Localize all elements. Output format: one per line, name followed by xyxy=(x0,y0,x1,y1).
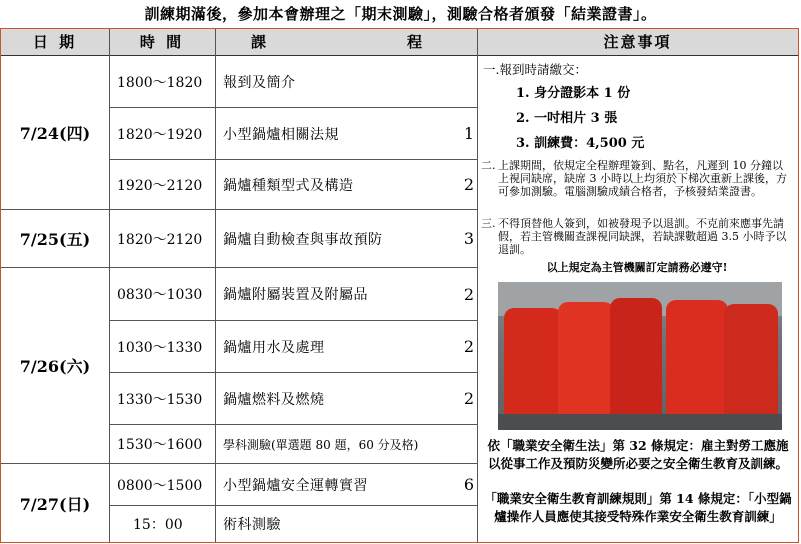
notes-item-1-list: 1. 身分證影本 1 份 xyxy=(516,86,631,101)
time-cell: 0830～1030 xyxy=(117,287,203,303)
notes-item-3-text: 不得頂替他人簽到，如被發現予以退訓。不克前來應事先請假，若主管機關查課視同缺課，若缺課數超過 3.5 小時予以退訓。 xyxy=(498,217,787,256)
hours-cell: 2 xyxy=(463,175,474,194)
notes-item-3-lead: 三. xyxy=(481,217,496,230)
boiler-tank-shape xyxy=(558,302,614,420)
hours-cell: 2 xyxy=(463,389,474,408)
course-cell-exam: 學科測驗(單選題 80 題，60 分及格) xyxy=(223,437,419,452)
page-heading: 訓練期滿後，參加本會辦理之「期末測驗」，測驗合格者頒發「結業證書」。 xyxy=(144,5,657,23)
hours-cell: 6 xyxy=(463,475,474,494)
course-cell: 報到及簡介 xyxy=(223,74,296,91)
time-cell: 1330～1530 xyxy=(117,391,203,408)
boiler-tank-shape xyxy=(504,308,562,418)
boiler-tank-shape xyxy=(666,300,728,424)
time-cell: 1530～1600 xyxy=(117,437,203,453)
header-course xyxy=(215,29,477,55)
legal-note-1: 依「職業安全衛生法」第 32 條規定：雇主對勞工應施以從事工作及預防災變所必要之安全衛生教育及訓練。 xyxy=(487,438,789,471)
date-cell: 7/25(五) xyxy=(19,230,91,249)
legal-note-2: 「職業安全衛生教育訓練規則」第 14 條規定：「小型鍋爐操作人員應使其接受特殊作業安全衛生教育訓練」 xyxy=(484,491,792,524)
course-cell: 鍋爐用水及處理 xyxy=(223,339,325,356)
notes-rule: 以上規定為主管機關訂定請務必遵守! xyxy=(546,261,728,274)
notes-item-1-list: 3. 訓練費：4,500 元 xyxy=(516,136,645,151)
course-cell: 鍋爐附屬裝置及附屬品 xyxy=(223,287,368,303)
notes-item-1-list: 2. 一吋相片 3 張 xyxy=(516,111,618,126)
time-cell: 1920～2120 xyxy=(117,177,203,194)
notes-item-2-lead: 二. xyxy=(481,159,496,172)
notes-item-3 xyxy=(481,217,791,257)
date-cell: 7/24(四) xyxy=(19,124,91,143)
time-cell: 1800～1820 xyxy=(117,74,203,91)
date-cell: 7/26(六) xyxy=(19,357,91,376)
time-cell: 15：00 xyxy=(133,517,183,533)
time-cell: 1820～2120 xyxy=(117,231,203,248)
boiler-tank-shape xyxy=(724,304,778,422)
time-cell: 1030～1330 xyxy=(117,339,203,356)
hours-cell: 1 xyxy=(463,124,474,143)
header-course-left: 課 xyxy=(251,33,270,51)
hours-cell: 3 xyxy=(463,229,474,248)
photo-floor xyxy=(498,414,782,430)
course-cell: 術科測驗 xyxy=(223,517,281,533)
notes-item-2 xyxy=(481,159,791,215)
header-date: 日 期 xyxy=(1,29,109,55)
course-cell: 鍋爐燃料及燃燒 xyxy=(223,391,325,408)
notes-item-1: 一.報到時請繳交： xyxy=(483,62,587,77)
header-course-right: 程 xyxy=(407,33,426,51)
time-cell: 0800～1500 xyxy=(117,477,203,494)
course-cell: 小型鍋爐安全運轉實習 xyxy=(223,477,368,494)
date-cell: 7/27(日) xyxy=(19,494,91,514)
course-cell: 鍋爐種類型式及構造 xyxy=(223,177,354,194)
hours-cell: 2 xyxy=(463,284,474,304)
header-time: 時 間 xyxy=(109,29,215,55)
hours-cell: 2 xyxy=(463,337,474,356)
course-cell: 小型鍋爐相關法規 xyxy=(223,126,339,143)
time-cell: 1820～1920 xyxy=(117,126,203,143)
course-cell: 鍋爐自動檢查與事故預防 xyxy=(223,231,383,248)
notes-item-2-text: 上課期間，依規定全程辦理簽到、點名，凡遲到 10 分鐘以上視同缺席，缺席 3 小時以上均須於下梯次重新上課後，方可參加測驗。電腦測驗成績合格者，予核發結業證書。 xyxy=(498,159,787,198)
header-notes: 注意事項 xyxy=(477,29,798,55)
boiler-photo xyxy=(498,282,782,430)
boiler-tank-shape xyxy=(610,298,662,418)
